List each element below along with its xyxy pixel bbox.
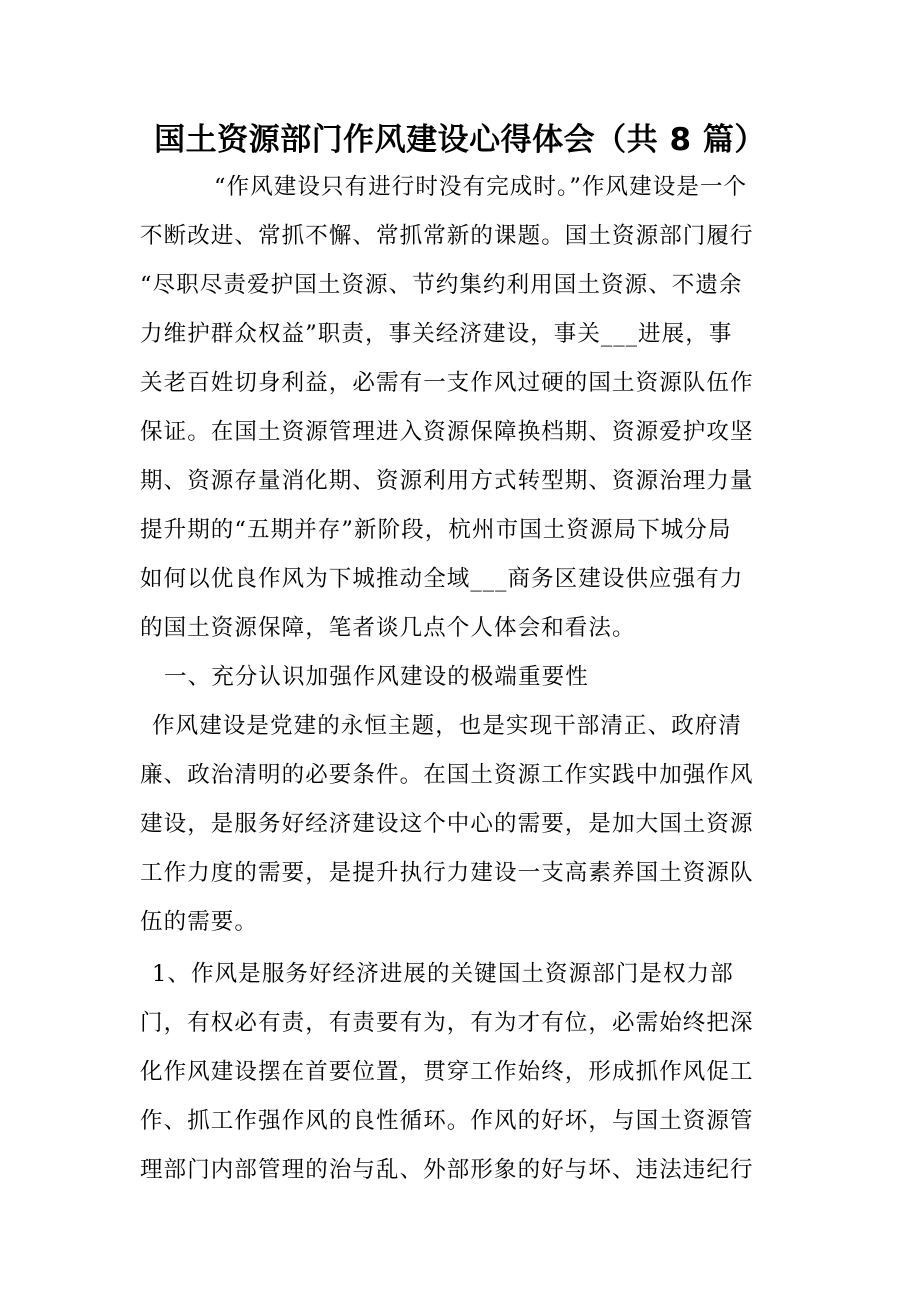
text-line: 建设，是服务好经济建设这个中心的需要，是加大国土资源 [140, 811, 754, 837]
text-line: 的国土资源保障，笔者谈几点个人体会和看法。 [140, 615, 636, 641]
text-line: 伍的需要。 [140, 909, 259, 935]
section-heading-1 [140, 653, 780, 702]
text-line: “作风建设只有进行时没有完成时。”作风建设是一个 [214, 174, 748, 200]
text-line: 1、作风是服务好经济进展的关键国土资源部门是权力部 [152, 961, 734, 987]
text-line: 作风建设是党建的永恒主题，也是实现干部清正、政府清 [152, 713, 743, 739]
text-line: 关老百姓切身利益，必需有一支作风过硬的国土资源队伍作 [140, 370, 754, 396]
text-line: 力维护群众权益”职责，事关经济建设，事关___进展，事 [140, 321, 733, 347]
text-line: 工作力度的需要，是提升执行力建设一支高素养国土资源队 [140, 860, 754, 886]
text-line: 化作风建设摆在首要位置，贯穿工作始终，形成抓作风促工 [140, 1059, 754, 1085]
text-line: 一、充分认识加强作风建设的极端重要性 [164, 664, 589, 690]
text-line: 不断改进、常抓不懈、常抓常新的课题。国土资源部门履行 [140, 223, 754, 249]
text-line: 门，有权必有责，有责要有为，有为才有位，必需始终把深 [140, 1010, 754, 1036]
text-line: 提升期的“五期并存”新阶段，杭州市国土资源局下城分局 [140, 517, 732, 543]
document-title: 国土资源部门作风建设心得体会（共 8 篇） [154, 122, 766, 158]
text-line: 理部门内部管理的治与乱、外部形象的好与坏、违法违纪行 [140, 1157, 754, 1183]
text-line: “尽职尽责爱护国土资源、节约集约利用国土资源、不遗余 [140, 272, 743, 298]
text-line: 作、抓工作强作风的良性循环。作风的好坏，与国土资源管 [140, 1108, 754, 1134]
text-line: 廉、政治清明的必要条件。在国土资源工作实践中加强作风 [140, 762, 754, 788]
document-body [140, 161, 780, 1195]
text-line: 期、资源存量消化期、资源利用方式转型期、资源治理力量 [140, 468, 754, 494]
paragraph-point-1 [140, 950, 780, 1195]
paragraph-section-1 [140, 702, 780, 947]
text-line: 如何以优良作风为下城推动全域___商务区建设供应强有力 [140, 566, 744, 592]
text-line: 保证。在国土资源管理进入资源保障换档期、资源爱护攻坚 [140, 419, 754, 445]
paragraph-intro [140, 163, 780, 653]
